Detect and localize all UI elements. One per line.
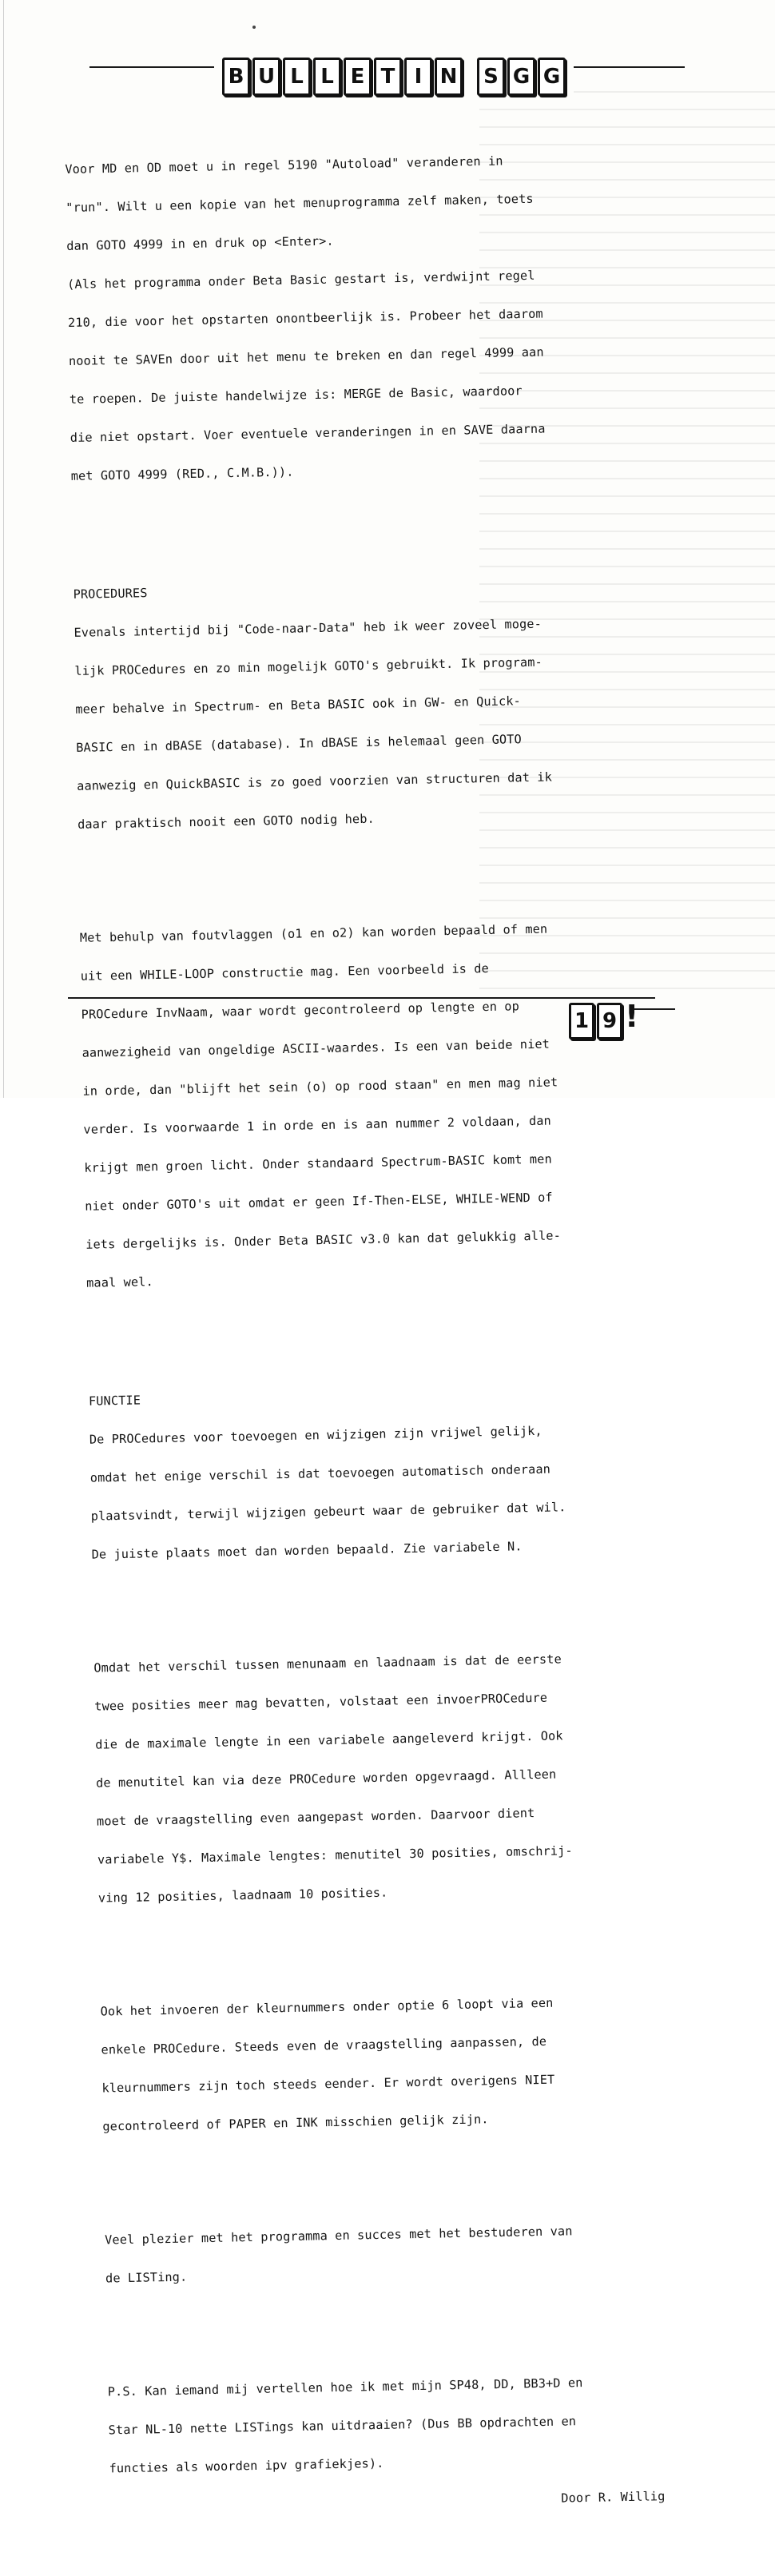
text-line: uit een WHILE-LOOP constructie mag. Een voorbeeld is de [80, 960, 490, 984]
text-line: in orde, dan "blijft het sein (o) op rood staan" en men mag niet [82, 1075, 558, 1099]
text-line: Star NL-10 nette LISTings kan uitdraaien? (Dus BB opdrachten en [108, 2414, 577, 2438]
text-line: functies als woorden ipv grafiekjes). [109, 2455, 384, 2476]
masthead-letter: B [222, 58, 250, 96]
text-line: te roepen. De juiste handelwijze is: MERGE de Basic, waardoor [69, 384, 523, 407]
text-line: De PROCedures voor toevoegen en wijzigen zijn vrijwel gelijk, [89, 1423, 542, 1447]
text-line: die niet opstart. Voer eventuele veranderingen in en SAVE daarna [70, 421, 546, 445]
text-line: plaatsvindt, terwijl wijzigen gebeurt waar de gebruiker dat wil. [90, 1500, 566, 1524]
footer-rule [68, 997, 655, 999]
paragraph-kleurnummers [100, 1968, 718, 2159]
masthead-letter: I [404, 58, 432, 96]
text-line: Veel plezier met het programma en succes met het bestuderen van [104, 2224, 573, 2248]
text-line: P.S. Kan iemand mij vertellen hoe ik met mijn SP48, DD, BB3+D en [107, 2375, 583, 2399]
paragraph-procedures [73, 546, 694, 857]
text-line: gecontroleerd of PAPER en INK misschien gelijk zijn. [102, 2112, 489, 2134]
masthead-gap [465, 58, 475, 96]
text-line: BASIC en in dBASE (database). In dBASE is helemaal geen GOTO [76, 732, 522, 755]
text-line: krijgt men groen licht. Onder standaard Spectrum-BASIC komt men [84, 1151, 552, 1175]
masthead-letter: N [435, 58, 463, 96]
page-edge [3, 0, 4, 1098]
text-line: aanwezigheid van ongeldige ASCII-waardes. Is een van beide niet [81, 1036, 550, 1060]
text-line: die de maximale lengte in een variabele aangeleverd krijgt. Ook [95, 1728, 563, 1752]
text-line: variabele Y$. Maximale lengtes: menutitel 30 posities, omschrij- [97, 1843, 573, 1867]
text-line: Evenals intertijd bij "Code-naar-Data" heb ik weer zoveel moge- [74, 616, 542, 640]
masthead-letter: G [507, 58, 535, 96]
text-line: daar praktisch nooit een GOTO nodig heb. [77, 811, 375, 832]
text-line: de menutitel kan via deze PROCedure worden opgevraagd. Allleen [95, 1767, 557, 1791]
text-line: PROCedure InvNaam, waar wordt gecontroleerd op lengte en op [81, 999, 520, 1022]
paragraph-plezier [104, 2196, 721, 2311]
text-line: Ook het invoeren der kleurnummers onder optie 6 loopt via een [100, 1995, 554, 2019]
paper-speck [252, 26, 256, 29]
text-line: niet onder GOTO's uit omdat er geen If-Then-ELSE, WHILE-WEND of [85, 1190, 553, 1214]
section-heading-procedures: PROCEDURES [73, 586, 148, 602]
paragraph-functie [88, 1353, 707, 1587]
text-line: 210, die voor het opstarten onontbeerlijk is. Probeer het daarom [67, 306, 543, 330]
text-line: enkele PROCedure. Steeds even de vraagstelling aanpassen, de [101, 2033, 547, 2057]
text-line: maal wel. [85, 1274, 153, 1290]
text-line: Met behulp van foutvlaggen (o1 en o2) kan worden bepaald of men [79, 921, 548, 945]
text-line: moet de vraagstelling even aangepast worden. Daarvoor dient [96, 1806, 535, 1829]
text-line: Omdat het verschil tussen menunaam en laadnaam is dat de eerste [93, 1652, 562, 1676]
masthead-letter: L [313, 58, 341, 96]
masthead-letter: G [538, 58, 566, 96]
text-line: iets dergelijks is. Onder Beta BASIC v3.0 kan dat gelukkig alle- [85, 1228, 562, 1252]
section-heading-functie: FUNCTIE [88, 1393, 141, 1409]
page-number [569, 1003, 622, 1040]
text-line: "run". Wilt u een kopie van het menuprogramma zelf maken, toets [66, 191, 534, 215]
text-line: de LISTing. [105, 2269, 188, 2286]
text-line: kleurnummers zijn toch steeds eender. Er wordt overigens NIET [101, 2072, 555, 2096]
page-number-digit: 1 [569, 1003, 594, 1040]
text-line: verder. Is voorwaarde 1 in orde en is aan nummer 2 voldaan, dan [83, 1113, 552, 1137]
text-line: Voor MD en OD moet u in regel 5190 "Autoload" veranderen in [65, 153, 503, 177]
text-line: meer behalve in Spectrum- en Beta BASIC ook in GW- en Quick- [75, 694, 522, 717]
paragraph-ps [107, 2348, 725, 2539]
masthead-letter: L [283, 58, 311, 96]
text-line: dan GOTO 4999 in en druk op <Enter>. [66, 233, 334, 253]
text-line: aanwezig en QuickBASIC is zo goed voorzien van structuren dat ik [77, 769, 553, 793]
author-signature: Door R. Willig [561, 2489, 666, 2506]
text-line: (Als het programma onder Beta Basic gestart is, verdwijnt regel [66, 268, 535, 292]
text-line: ving 12 posities, laadnaam 10 posities. [97, 1885, 388, 1906]
paragraph-autoload [65, 125, 687, 508]
text-line: nooit te SAVEn door uit het menu te breken en dan regel 4999 aan [68, 344, 544, 368]
text-line: twee posities meer mag bevatten, volstaat een invoerPROCedure [94, 1690, 548, 1714]
masthead-letter: T [374, 58, 402, 96]
text-line: omdat het enige verschil is dat toevoegen automatisch onderaan [89, 1461, 551, 1485]
masthead-letter: E [344, 58, 372, 96]
masthead-logo [214, 58, 574, 96]
exclamation-mark: ! [625, 999, 639, 1034]
masthead-letter: U [252, 58, 280, 96]
text-line: lijk PROCedures en zo min mogelijk GOTO's gebruikt. Ik program- [74, 654, 543, 678]
paragraph-foutvlaggen [79, 894, 702, 1315]
page-number-digit: 9 [597, 1003, 622, 1040]
text-line: De juiste plaats moet dan worden bepaald. Zie variabele N. [91, 1539, 523, 1562]
text-line: met GOTO 4999 (RED., C.M.B.)). [70, 464, 294, 483]
article-body [64, 100, 726, 2575]
paragraph-menunaam [93, 1624, 714, 1930]
masthead-letter: S [477, 58, 505, 96]
